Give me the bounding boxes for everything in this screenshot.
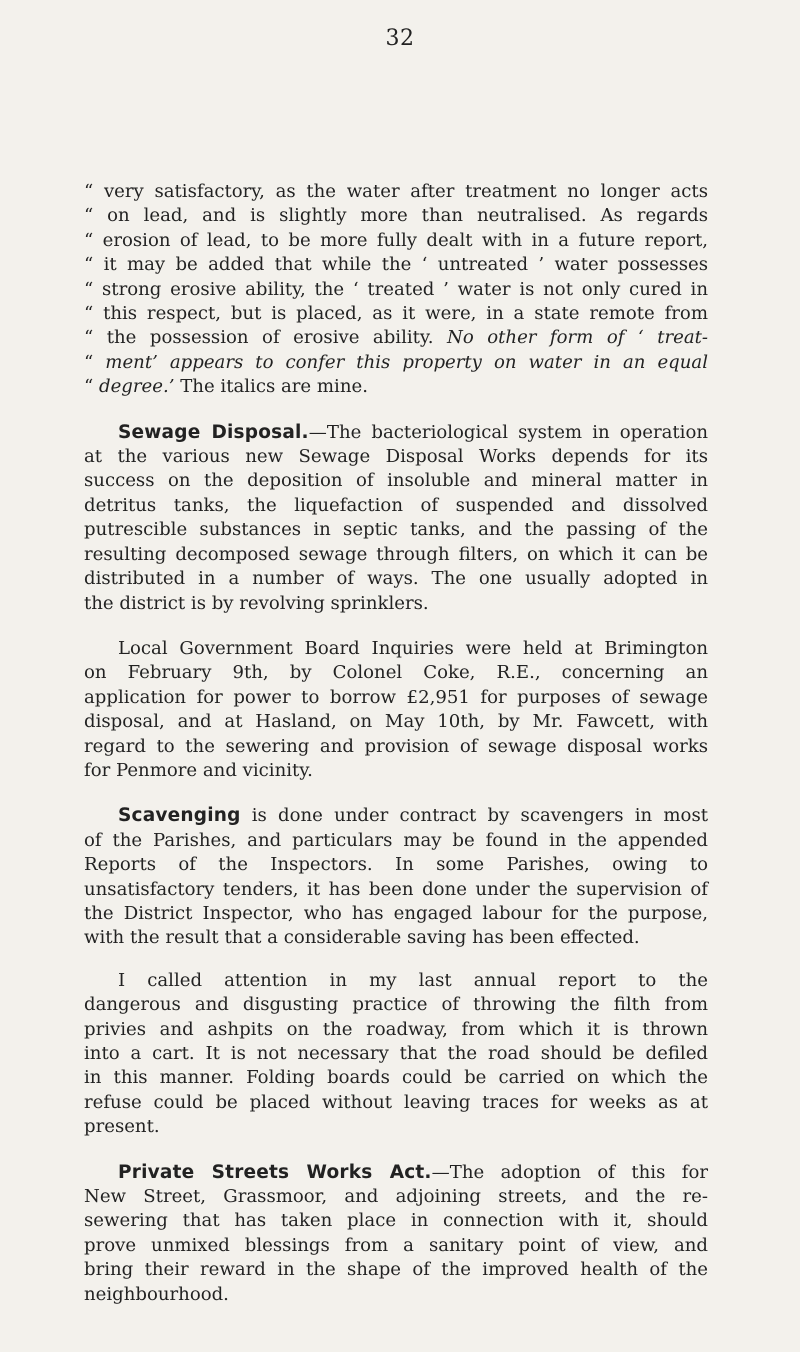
private-streets-paragraph [84, 1161, 708, 1307]
text-line: privies and ashpits on the roadway, from which it is thrown [84, 1018, 708, 1040]
text-run: “ the possession of erosive ability. [84, 327, 434, 349]
italic-run: ment’ appears to confer this property on water in an equal [105, 351, 708, 373]
text-line: regard to the sewering and provision of sewage disposal works [84, 735, 708, 757]
text-line: present. [84, 1116, 160, 1138]
text-line: “ erosion of lead, to be more fully dealt with in a future report, [84, 229, 708, 251]
text-line: on February 9th, by Colonel Coke, R.E., concerning an [84, 662, 708, 684]
text-line: detritus tanks, the liquefaction of suspended and dissolved [84, 494, 708, 516]
text-line: in this manner. Folding boards could be carried on which the [84, 1067, 708, 1089]
text-run: The italics are mine. [174, 376, 368, 398]
text-line: “ strong erosive ability, the ‘ treated ’ water is not only cured in [84, 278, 708, 300]
scavenging-paragraph [84, 804, 708, 950]
text-run: “ [84, 351, 106, 373]
attention-paragraph [84, 969, 708, 1140]
section-heading-sewage-disposal: Sewage Disposal. [118, 421, 309, 443]
text-line: resulting decomposed sewage through filters, on which it can be [84, 543, 708, 565]
sewage-disposal-paragraph [84, 421, 708, 616]
text-run: —The bacteriological system in operation [308, 421, 708, 443]
text-line: bring their reward in the shape of the improved health of the [84, 1259, 708, 1281]
text-line: the District Inspector, who has engaged labour for the purpose, [84, 902, 708, 924]
text-line: New Street, Grassmoor, and adjoining streets, and the re- [84, 1186, 708, 1208]
text-line: Local Government Board Inquiries were held at Brimington [118, 637, 708, 659]
text-line: putrescible substances in septic tanks, and the passing of the [84, 519, 708, 541]
text-line [84, 375, 708, 399]
text-line: at the various new Sewage Disposal Works depends for its [84, 446, 708, 468]
body-text [84, 180, 708, 1328]
text-line: disposal, and at Hasland, on May 10th, by Mr. Fawcett, with [84, 711, 708, 733]
italic-run: degree.’ [99, 376, 175, 398]
text-run: “ [84, 376, 100, 398]
text-line: prove unmixed blessings from a sanitary point of view, and [84, 1234, 708, 1256]
text-line [84, 351, 708, 375]
page-number: 32 [385, 26, 415, 51]
text-line: “ on lead, and is slightly more than neutralised. As regards [84, 205, 708, 227]
text-line: the district is by revolving sprinklers. [84, 592, 429, 614]
text-run: is done under contract by scavengers in most [240, 805, 708, 827]
text-line [84, 804, 708, 828]
text-line: with the result that a considerable saving has been effected. [84, 927, 640, 949]
text-line: “ it may be added that while the ‘ untreated ’ water possesses [84, 254, 708, 276]
text-line: of the Parishes, and particulars may be found in the appended [84, 829, 708, 851]
text-line: dangerous and disgusting practice of throwing the filth from [84, 994, 708, 1016]
text-line [84, 326, 708, 350]
text-line: for Penmore and vicinity. [84, 759, 313, 781]
text-line: into a cart. It is not necessary that the road should be defiled [84, 1043, 708, 1064]
text-line: “ very satisfactory, as the water after treatment no longer acts [84, 181, 708, 202]
inquiries-paragraph [84, 637, 708, 783]
text-line: application for power to borrow £2,951 for purposes of sewage [84, 686, 708, 708]
text-line: sewering that has taken place in connection with it, should [84, 1210, 708, 1232]
text-line [84, 1161, 708, 1185]
text-line: success on the deposition of insoluble and mineral matter in [84, 470, 708, 492]
text-line: unsatisfactory tenders, it has been done under the supervision of [84, 878, 708, 900]
text-line: “ this respect, but is placed, as it were, in a state remote from [84, 303, 708, 325]
text-line: neighbourhood. [84, 1283, 229, 1305]
text-run: —The adoption of this for [431, 1161, 708, 1183]
text-line [84, 421, 708, 445]
quote-paragraph [84, 180, 708, 400]
italic-run: No other form of ‘ treat- [447, 327, 708, 349]
section-heading-private-streets: Private Streets Works Act. [118, 1161, 432, 1183]
section-heading-scavenging: Scavenging [118, 805, 241, 827]
text-line: distributed in a number of ways. The one usually adopted in [84, 568, 708, 590]
text-line: I called attention in my last annual report to the [118, 969, 708, 991]
text-line: refuse could be placed without leaving traces for weeks as at [84, 1091, 708, 1113]
text-line: Reports of the Inspectors. In some Parishes, owing to [84, 854, 708, 876]
